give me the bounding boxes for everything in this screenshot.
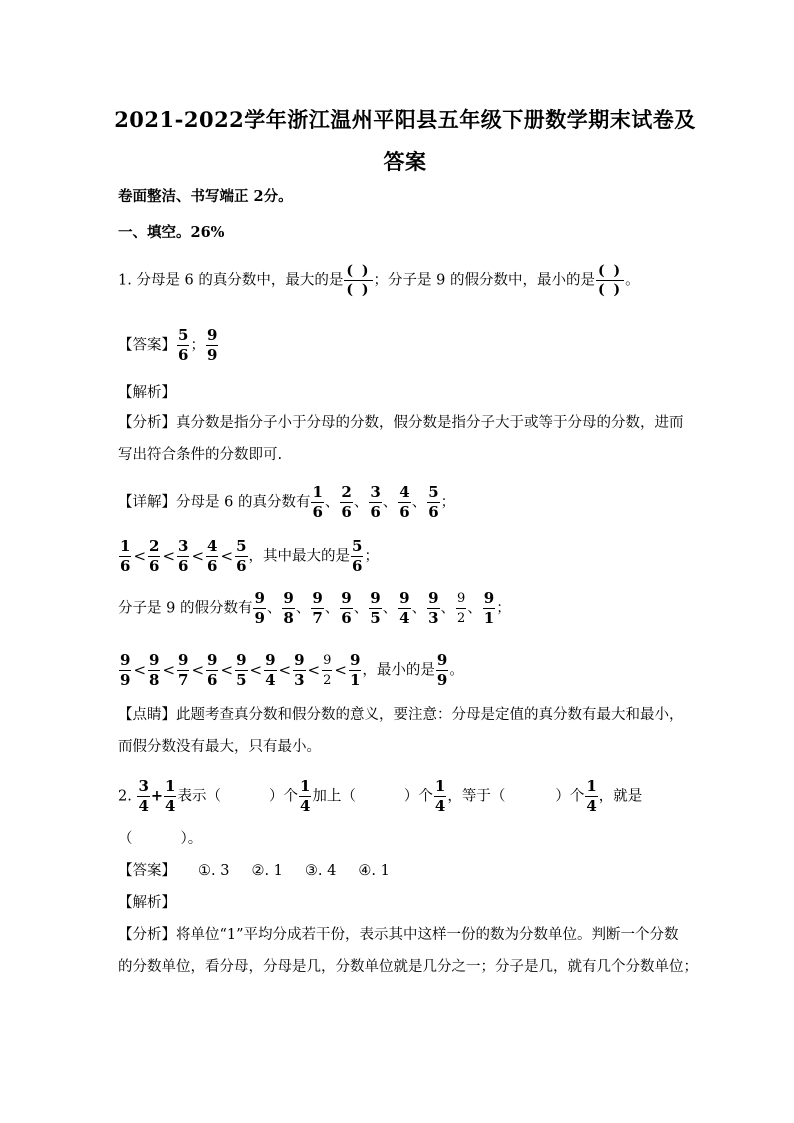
neatness-note: 卷面整洁、书写端正 2分。: [118, 188, 293, 205]
fraction: $\frac{9}{3}$: [294, 651, 305, 689]
fraction: $\frac{9}{4}$: [265, 651, 276, 689]
section-heading-text: 一、填空。: [118, 224, 191, 241]
fraction: $\frac{9}{6}$: [341, 589, 352, 627]
answer-item: ②. 1: [251, 863, 283, 879]
fraction: $\frac{9}{9}$: [206, 326, 218, 364]
fraction: $\frac{1}{6}$: [312, 483, 323, 521]
q1-dianjing-line-1: [118, 704, 684, 726]
fraction: $\frac{2}{6}$: [341, 483, 352, 521]
dianjing-text: 此题考查真分数和假分数的意义，要注意：分母是定值的真分数有最大和最小，: [176, 707, 684, 723]
q2-question: 2. $\frac{3}{4}$ + $\frac{1}{4}$ 表示（ ）个 $\frac{1}{4}$ 加上（ ）个 $\frac{1}{4}$ ，等于（ ）个 $\frac{1}{4}$ ，就是: [118, 777, 643, 815]
fraction: $\frac{5}{6}$: [178, 326, 189, 364]
answer-item: ①. 3: [198, 863, 230, 879]
largest-text: ，其中最大的是: [248, 548, 350, 565]
fraction: $\frac{5}{6}$: [352, 537, 363, 575]
smallest-text: ，最小的是: [362, 662, 435, 679]
fraction: $\frac{9}{3}$: [428, 589, 439, 627]
q1-fenxi-line-2: 写出符合条件的分数即可.: [118, 447, 283, 463]
separator: ；: [190, 337, 205, 354]
improper-text: 分子是 9 的假分数有: [118, 600, 253, 617]
fraction: $\frac{9}{8}$: [149, 651, 160, 689]
q1-blank-fraction-1[interactable]: $\frac{( )}{( )}$: [346, 263, 371, 298]
q1-dianjing-line-2: 而假分数没有最大，只有最小。: [118, 739, 321, 755]
fraction: $\frac{9}{9}$: [254, 589, 265, 627]
q2-fenxi-line-1: [118, 924, 679, 946]
q1-text-b: ；分子是 9 的假分数中，最小的是: [373, 272, 595, 289]
q1-improper-order: $\frac{9}{9}$ < $\frac{9}{8}$ < $\frac{9}{7}$ < $\frac{9}{6}$ < $\frac{9}{5}$ < $\frac{9}{4}$ < $\frac{9}{3}$ < $\frac{9}{2}$ < $\frac{9}{1}$ ，最小的是 $\frac{9}{9}$ 。: [120, 651, 464, 689]
fraction: $\frac{3}{4}$: [138, 777, 149, 815]
fenxi-text: 将单位“1”平均分成若干份，表示其中这样一份的数为分数单位。判断一个分数: [176, 927, 679, 943]
section-1-heading: [118, 222, 224, 244]
q2-jiexi: 【解析】: [118, 895, 176, 911]
q2-question-cont: （ ）。: [118, 831, 203, 847]
title-line-2: 答案: [383, 149, 427, 174]
fraction: $\frac{9}{2}$: [323, 653, 332, 688]
answer-item: ③. 4: [304, 863, 337, 879]
plus-sign: +: [150, 787, 164, 805]
fraction: $\frac{5}{6}$: [428, 483, 439, 521]
fraction: $\frac{1}{4}$: [434, 777, 446, 815]
fraction: $\frac{9}{2}$: [457, 591, 466, 626]
fraction: $\frac{4}{6}$: [207, 537, 218, 575]
fraction: $\frac{9}{4}$: [399, 589, 410, 627]
q1-proper-order: $\frac{1}{6}$ < $\frac{2}{6}$ < $\frac{3}{6}$ < $\frac{4}{6}$ < $\frac{5}{6}$ ，其中最大的是 $\frac{5}{6}$ ；: [120, 537, 379, 575]
q2-number: 2.: [118, 788, 132, 805]
fraction: $\frac{4}{6}$: [399, 483, 410, 521]
fraction: $\frac{9}{8}$: [283, 589, 294, 627]
q1-text-c: 。: [625, 272, 640, 289]
fraction: $\frac{9}{6}$: [207, 651, 218, 689]
q1-jiexi: 【解析】: [118, 385, 176, 401]
q1-detail-proper: 【详解】分母是 6 的真分数有 $\frac{1}{6}$ 、 $\frac{2}{6}$ 、 $\frac{3}{6}$ 、 $\frac{4}{6}$ 、 $\frac{5}{6}$ ；: [118, 483, 456, 521]
xiangjie-label: 【详解】: [118, 494, 176, 511]
fraction: $\frac{9}{9}$: [436, 651, 448, 689]
xiangjie-text: 分母是 6 的真分数有: [176, 494, 311, 511]
fraction: $\frac{9}{5}$: [370, 589, 381, 627]
fraction: $\frac{1}{4}$: [165, 777, 176, 815]
fenxi-label: 【分析】: [118, 415, 176, 431]
fraction: $\frac{9}{1}$: [349, 651, 361, 689]
section-score: 26%: [190, 224, 225, 241]
fraction: $\frac{3}{6}$: [370, 483, 381, 521]
fraction: $\frac{9}{7}$: [312, 589, 323, 627]
q1-text-a: 1. 分母是 6 的真分数中，最大的是: [118, 272, 344, 289]
fraction: $\frac{9}{9}$: [120, 651, 131, 689]
answer-item: ④. 1: [358, 863, 390, 879]
q1-answer: [118, 327, 219, 364]
fraction: $\frac{2}{6}$: [149, 537, 160, 575]
q1-fenxi-line-1: [118, 412, 684, 434]
fraction: $\frac{9}{5}$: [236, 651, 247, 689]
q2-answer: [118, 860, 390, 882]
fraction: $\frac{1}{4}$: [586, 777, 597, 815]
fraction: $\frac{3}{6}$: [178, 537, 189, 575]
dianjing-label: 【点睛】: [118, 707, 176, 723]
fraction: $\frac{9}{1}$: [483, 589, 495, 627]
title-line-1: 2021-2022学年浙江温州平阳县五年级下册数学期末试卷及: [114, 107, 696, 132]
q2-fenxi-line-2: 的分数单位，看分母，分母是几，分数单位就是几分之一；分子是几，就有几个分数单位；: [118, 959, 698, 975]
q1-blank-fraction-2[interactable]: $\frac{( )}{( )}$: [597, 263, 623, 298]
answer-label: 【答案】: [118, 863, 176, 879]
q1-question: [118, 262, 640, 299]
fraction: $\frac{1}{6}$: [120, 537, 131, 575]
q1-detail-improper: 分子是 9 的假分数有 $\frac{9}{9}$ 、 $\frac{9}{8}$ 、 $\frac{9}{7}$ 、 $\frac{9}{6}$ 、 $\frac{9}{5}$ 、 $\frac{9}{4}$ 、 $\frac{9}{3}$ 、 $\frac{9}{2}$ 、 $\frac{9}{1}$ ；: [118, 589, 511, 627]
answer-label: 【答案】: [118, 337, 176, 354]
fraction: $\frac{5}{6}$: [236, 537, 247, 575]
fenxi-text: 真分数是指分子小于分母的分数，假分数是指分子大于或等于分母的分数，进而: [176, 415, 684, 431]
fenxi-label: 【分析】: [118, 927, 176, 943]
fraction: $\frac{9}{7}$: [178, 651, 189, 689]
fraction: $\frac{1}{4}$: [299, 777, 311, 815]
